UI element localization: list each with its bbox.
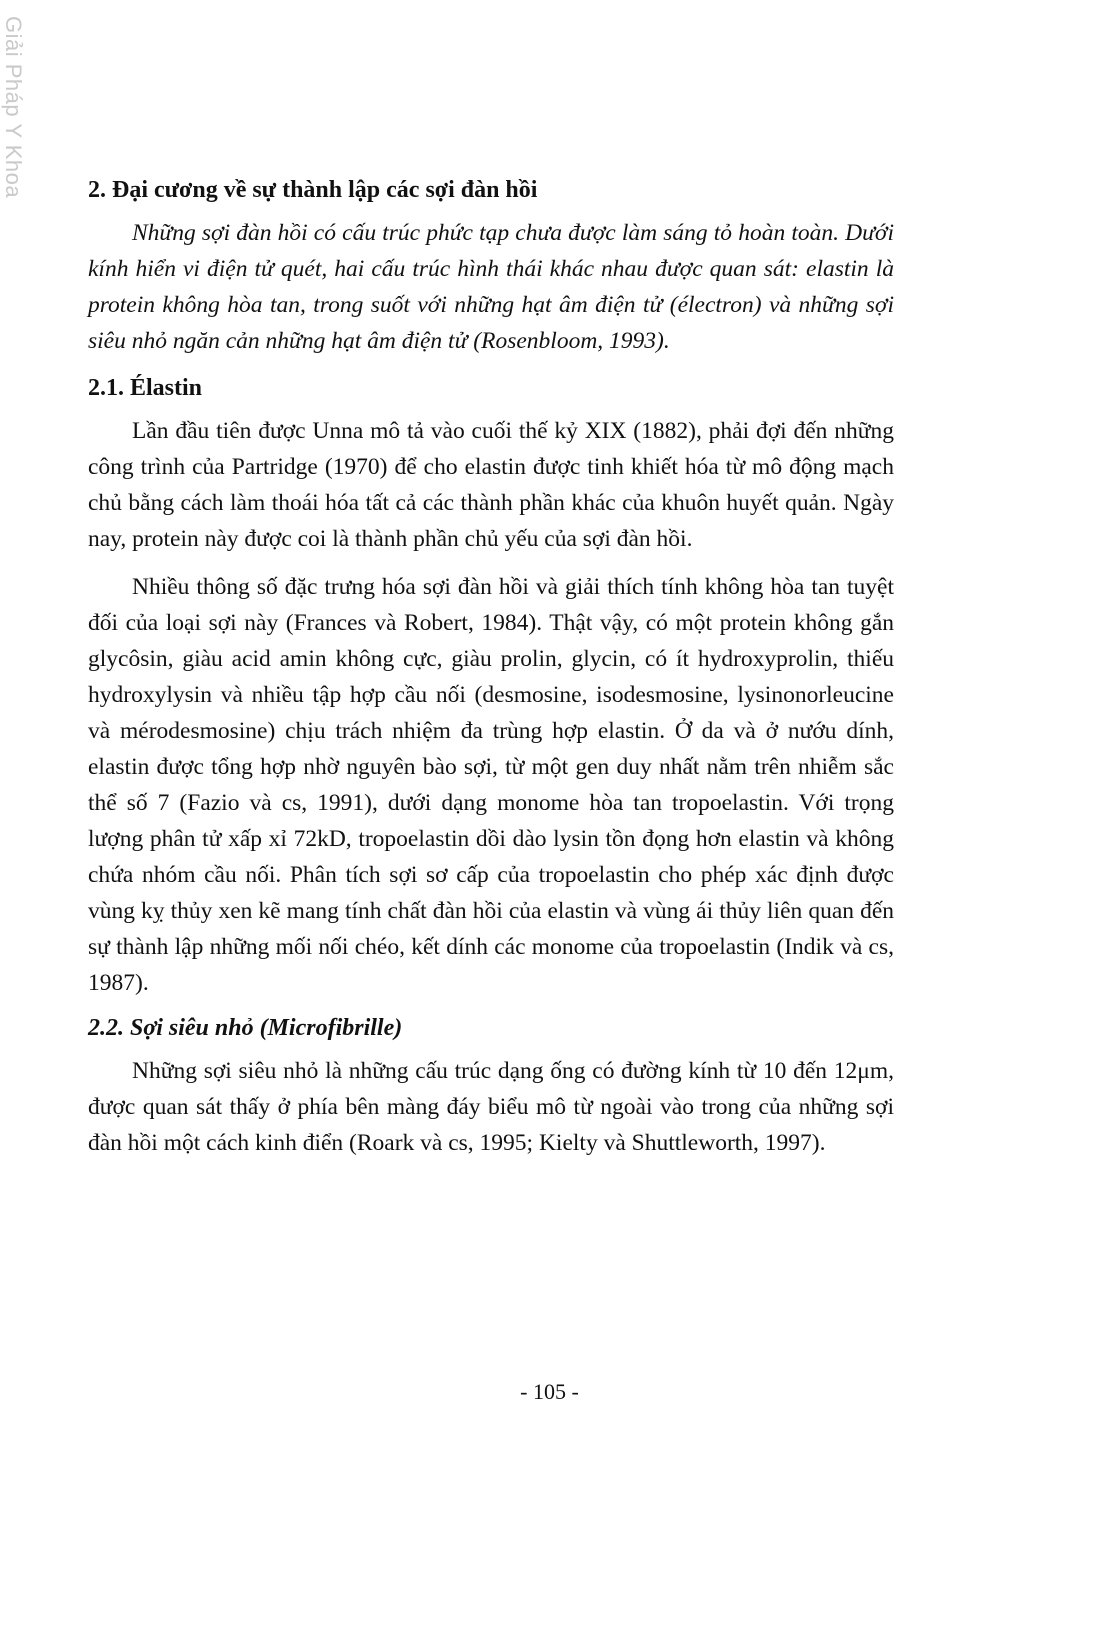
elastin-paragraph-2: Nhiều thông số đặc trưng hóa sợi đàn hồi và giải thích tính không hòa tan tuyệt đối của loại sợi này (Frances và Robert, 1984). Thật vậy, có một protein không gắn glycôsin, giàu acid amin không cực, giàu prolin, glycin, có ít hydroxyprolin, thiếu hydroxylysin và nhiều tập hợp cầu nối (desmosine, isodesmosine, lysinonorleucine và mérodesmosine) chịu trách nhiệm đa trùng hợp elastin. Ở da và ở nướu dính, elastin được tổng hợp nhờ nguyên bào sợi, từ một gen duy nhất nằm trên nhiễm sắc thể số 7 (Fazio và cs, 1991), dưới dạng monome hòa tan tropoelastin. Với trọng lượng phân tử xấp xỉ 72kD, tropoelastin dồi dào lysin tồn đọng hơn elastin và không chứa nhóm cầu nối. Phân tích sợi sơ cấp của tropoelastin cho phép xác định được vùng kỵ thủy xen kẽ mang tính chất đàn hồi của elastin và vùng ái thủy liên quan đến sự thành lập những mối nối chéo, kết dính các monome của tropoelastin (Indik và cs, 1987).: [88, 574, 894, 996]
section-intro-paragraph: Những sợi đàn hồi có cấu trúc phức tạp chưa được làm sáng tỏ hoàn toàn. Dưới kính hiển vi điện tử quét, hai cấu trúc hình thái khác nhau được quan sát: elastin là protein không hòa tan, trong suốt với những hạt âm điện tử (électron) và những sợi siêu nhỏ ngăn cản những hạt âm điện tử (Rosenbloom, 1993).: [88, 220, 894, 354]
elastin-paragraph-1: Lần đầu tiên được Unna mô tả vào cuối thế kỷ XIX (1882), phải đợi đến những công trình của Partridge (1970) để cho elastin được tinh khiết hóa từ mô động mạch chủ bằng cách làm thoái hóa tất cả các thành phần khác của khuôn huyết quản. Ngày nay, protein này được coi là thành phần chủ yếu của sợi đàn hồi.: [88, 418, 894, 552]
section-heading: 2. Đại cương về sự thành lập các sợi đàn hồi: [88, 177, 538, 203]
page-number: - 105 -: [520, 1379, 579, 1404]
watermark-text: Giải Pháp Y Khoa: [1, 16, 26, 199]
subsection-heading-microfibrille: 2.2. Sợi siêu nhỏ (Microfibrille): [88, 1015, 403, 1041]
microfibrille-paragraph-1: Những sợi siêu nhỏ là những cấu trúc dạng ống có đường kính từ 10 đến 12μm, được quan sát thấy ở phía bên màng đáy biểu mô từ ngoài vào trong của những sợi đàn hồi một cách kinh điển (Roark và cs, 1995; Kielty và Shuttleworth, 1997).: [88, 1058, 894, 1156]
page-content: [88, 175, 894, 1173]
subsection-heading-elastin: 2.1. Élastin: [88, 375, 203, 401]
